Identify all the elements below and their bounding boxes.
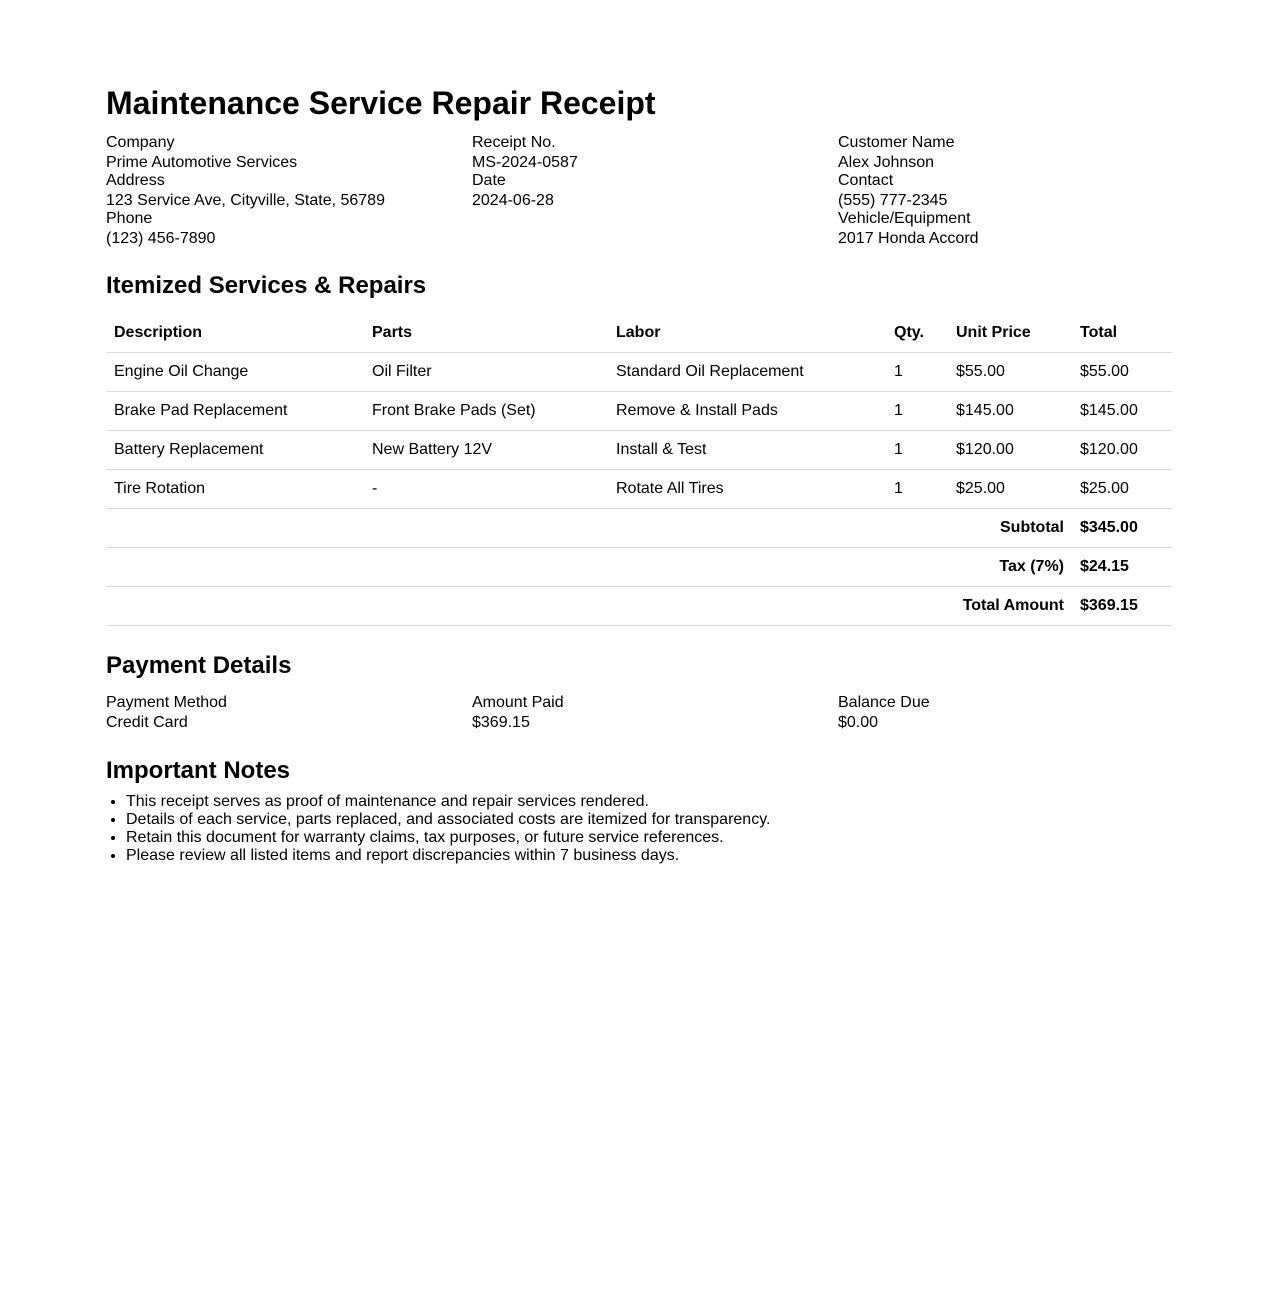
notes-heading: Important Notes bbox=[106, 757, 291, 784]
column-header-labor: Labor bbox=[608, 314, 886, 353]
balance-due-value: $0.00 bbox=[838, 714, 879, 731]
cell-total: $55.00 bbox=[1072, 353, 1172, 392]
column-header-qty: Qty. bbox=[886, 314, 948, 353]
amount-paid-value: $369.15 bbox=[472, 714, 530, 731]
items-table bbox=[106, 314, 1172, 626]
receipt-info bbox=[472, 134, 838, 248]
receipt-no-value: MS-2024-0587 bbox=[472, 153, 578, 171]
cell-parts: Front Brake Pads (Set) bbox=[364, 392, 608, 431]
tax-label: Tax (7%) bbox=[106, 548, 1072, 587]
phone-label: Phone bbox=[106, 210, 153, 227]
cell-parts: New Battery 12V bbox=[364, 431, 608, 470]
cell-total: $25.00 bbox=[1072, 470, 1172, 509]
cell-qty: 1 bbox=[886, 431, 948, 470]
column-header-total: Total bbox=[1072, 314, 1172, 353]
cell-unit-price: $145.00 bbox=[948, 392, 1072, 431]
company-info bbox=[106, 134, 472, 248]
total-amount-row bbox=[106, 587, 1172, 626]
cell-labor: Remove & Install Pads bbox=[608, 392, 886, 431]
date-label: Date bbox=[472, 172, 506, 189]
items-heading: Itemized Services & Repairs bbox=[106, 272, 427, 299]
list-item: • This receipt serves as proof of maintenance and repair services rendered. bbox=[126, 793, 1172, 811]
cell-unit-price: $55.00 bbox=[948, 353, 1072, 392]
page-title: Maintenance Service Repair Receipt bbox=[106, 85, 656, 121]
amount-paid bbox=[472, 693, 838, 733]
column-header-parts: Parts bbox=[364, 314, 608, 353]
total-amount-value: $369.15 bbox=[1072, 587, 1172, 626]
customer-name-value: Alex Johnson bbox=[838, 153, 935, 171]
date-value: 2024-06-28 bbox=[472, 191, 554, 209]
cell-qty: 1 bbox=[886, 353, 948, 392]
contact-value: (555) 777-2345 bbox=[838, 191, 948, 209]
cell-labor: Standard Oil Replacement bbox=[608, 353, 886, 392]
cell-unit-price: $25.00 bbox=[948, 470, 1072, 509]
subtotal-value: $345.00 bbox=[1072, 509, 1172, 548]
payment-heading: Payment Details bbox=[106, 652, 292, 679]
amount-paid-label: Amount Paid bbox=[472, 694, 564, 711]
table-row bbox=[106, 353, 1172, 392]
cell-description: Tire Rotation bbox=[106, 470, 364, 509]
cell-labor: Install & Test bbox=[608, 431, 886, 470]
balance-due bbox=[838, 693, 1172, 733]
column-header-description: Description bbox=[106, 314, 364, 353]
cell-qty: 1 bbox=[886, 470, 948, 509]
payment-method bbox=[106, 693, 472, 733]
balance-due-label: Balance Due bbox=[838, 694, 930, 711]
customer-name-label: Customer Name bbox=[838, 134, 955, 151]
phone-value: (123) 456-7890 bbox=[106, 229, 216, 247]
cell-total: $120.00 bbox=[1072, 431, 1172, 470]
cell-description: Battery Replacement bbox=[106, 431, 364, 470]
address-label: Address bbox=[106, 172, 165, 189]
cell-description: Brake Pad Replacement bbox=[106, 392, 364, 431]
payment-method-label: Payment Method bbox=[106, 694, 227, 711]
payment-details bbox=[106, 693, 1172, 733]
address-value: 123 Service Ave, Cityville, State, 56789 bbox=[106, 191, 385, 209]
notes-section bbox=[106, 757, 1172, 865]
company-value: Prime Automotive Services bbox=[106, 153, 298, 171]
column-header-unit-price: Unit Price bbox=[948, 314, 1072, 353]
cell-parts: Oil Filter bbox=[364, 353, 608, 392]
payment-method-value: Credit Card bbox=[106, 714, 188, 731]
notes-list bbox=[106, 793, 1172, 865]
cell-qty: 1 bbox=[886, 392, 948, 431]
cell-description: Engine Oil Change bbox=[106, 353, 364, 392]
receipt-no-label: Receipt No. bbox=[472, 134, 556, 151]
cell-labor: Rotate All Tires bbox=[608, 470, 886, 509]
cell-total: $145.00 bbox=[1072, 392, 1172, 431]
customer-info bbox=[838, 134, 1172, 248]
list-item: • Details of each service, parts replaced, and associated costs are itemized for transparency. bbox=[126, 811, 1172, 829]
tax-value: $24.15 bbox=[1072, 548, 1172, 587]
list-item: • Retain this document for warranty claims, tax purposes, or future service references. bbox=[126, 829, 1172, 847]
payment-section bbox=[106, 652, 1172, 733]
header-info bbox=[106, 134, 1172, 248]
company-label: Company bbox=[106, 134, 175, 151]
list-item: • Please review all listed items and report discrepancies within 7 business days. bbox=[126, 847, 1172, 865]
vehicle-value: 2017 Honda Accord bbox=[838, 229, 979, 247]
subtotal-label: Subtotal bbox=[106, 509, 1072, 548]
cell-unit-price: $120.00 bbox=[948, 431, 1072, 470]
contact-label: Contact bbox=[838, 172, 894, 189]
tax-row bbox=[106, 548, 1172, 587]
total-amount-label: Total Amount bbox=[106, 587, 1072, 626]
vehicle-label: Vehicle/Equipment bbox=[838, 210, 971, 227]
subtotal-row bbox=[106, 509, 1172, 548]
table-row bbox=[106, 470, 1172, 509]
table-row bbox=[106, 431, 1172, 470]
table-header-row bbox=[106, 314, 1172, 353]
cell-parts: - bbox=[364, 470, 608, 509]
table-row bbox=[106, 392, 1172, 431]
items-section bbox=[106, 272, 1172, 626]
